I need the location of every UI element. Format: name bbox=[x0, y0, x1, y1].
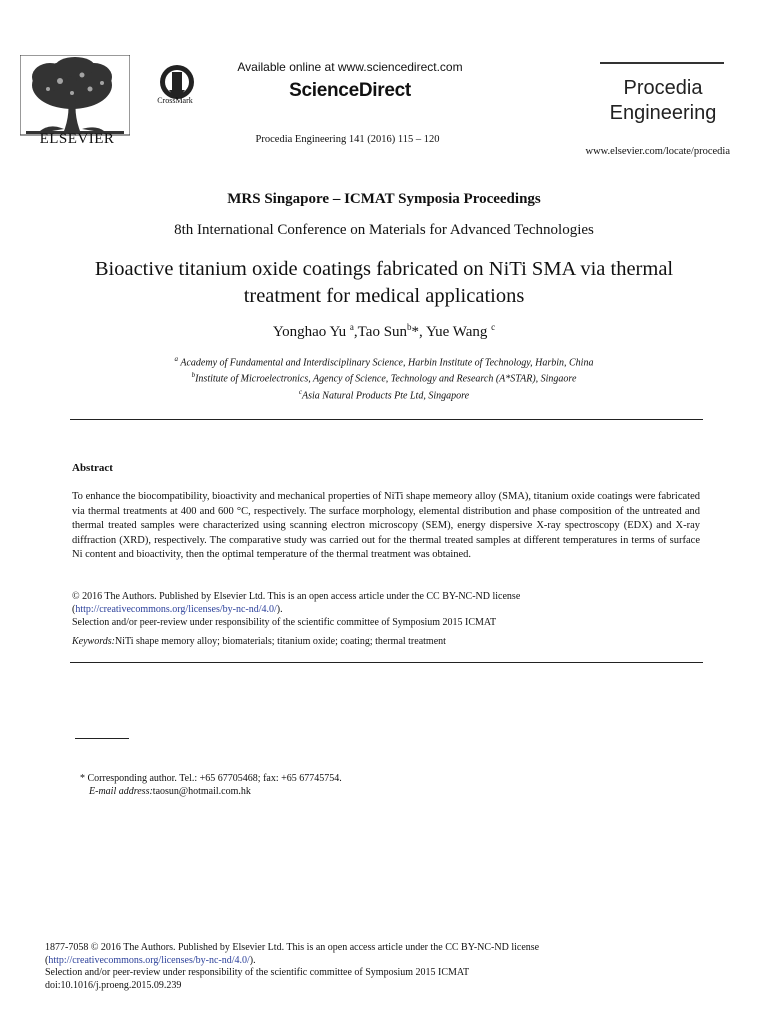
journal-rule bbox=[600, 62, 724, 64]
divider-bottom bbox=[70, 662, 703, 663]
publisher-name: ELSEVIER bbox=[39, 131, 115, 147]
journal-name-line1: Procedia bbox=[623, 77, 703, 99]
affiliations bbox=[0, 353, 768, 402]
conference-name: 8th International Conference on Materials for Advanced Technologies bbox=[174, 222, 594, 238]
keywords-label: Keywords: bbox=[72, 636, 115, 647]
keywords bbox=[72, 636, 700, 647]
email-line bbox=[80, 785, 680, 798]
email-address[interactable]: taosun@hotmail.com.hk bbox=[152, 786, 251, 797]
affiliation bbox=[0, 353, 768, 369]
author-sup: b bbox=[407, 322, 412, 332]
author-name: Yue Wang bbox=[426, 324, 488, 340]
affiliation bbox=[0, 386, 768, 402]
crossmark-label: CrossMark bbox=[157, 96, 193, 105]
peer-review-text: Selection and/or peer-review under responsibility of the scientific committee of Symposium 2015 ICMAT bbox=[72, 617, 497, 628]
doi[interactable]: doi:10.1016/j.proeng.2015.09.239 bbox=[45, 979, 182, 991]
author-list bbox=[0, 322, 768, 341]
journal-name bbox=[598, 76, 728, 126]
author-name: Yonghao Yu bbox=[272, 324, 347, 340]
license-text: © 2016 The Authors. Published by Elsevier Ltd. This is an open access article under the CC BY-NC-ND license bbox=[72, 591, 521, 602]
affiliation-text: Institute of Microelectronics, Agency of Science, Technology and Research (A*STAR), Singaore bbox=[195, 373, 577, 385]
affiliation-sup: c bbox=[298, 387, 303, 396]
license-url-line bbox=[72, 603, 700, 616]
keywords-text: NiTi shape memory alloy; biomaterials; titanium oxide; coating; thermal treatment bbox=[114, 636, 446, 647]
affiliation-text: Asia Natural Products Pte Ltd, Singapore bbox=[302, 389, 470, 401]
corresponding-author bbox=[80, 772, 680, 798]
abstract-body: To enhance the biocompatibility, bioactivity and mechanical properties of NiTi shape memeory alloy (SMA), titanium oxide coatings were fabricated via thermal treatments at 400 and 600 °C, respectively. The surface morphology, elemental distribution and phase composition of the untreated and thermal treated samples were characterized using scanning electron microscopy (SEM), energy dispersive X-ray spectroscopy (EDX) and X-ray diffraction (XRD), respectively. The comparative study was carried out for the thermal treated samples at different temperatures in terms of surface Ni content and bioactivity, then the optimal temperature of the thermal treatment was obtained. bbox=[72, 491, 700, 560]
license-paren-close: ). bbox=[276, 604, 283, 615]
license-block bbox=[72, 590, 700, 629]
bottom-url-line bbox=[45, 955, 725, 968]
license-paren-open: ( bbox=[72, 604, 76, 615]
journal-citation: Procedia Engineering 141 (2016) 115 – 120 bbox=[255, 134, 440, 145]
author-sup: c bbox=[491, 322, 496, 332]
issn-license-text: 1877-7058 © 2016 The Authors. Published by Elsevier Ltd. This is an open access article under the CC BY-NC-ND license bbox=[45, 942, 540, 953]
bottom-paren-close: ). bbox=[249, 954, 256, 966]
author-name: Tao Sun bbox=[357, 324, 408, 340]
bottom-copyright bbox=[45, 942, 725, 992]
sciencedirect-logo[interactable]: ScienceDirect bbox=[289, 80, 411, 101]
affiliation-sup: b bbox=[191, 371, 196, 380]
affiliation bbox=[0, 369, 768, 385]
corresponding-contact: * Corresponding author. Tel.: +65 67705468; fax: +65 67745754. bbox=[80, 773, 342, 784]
affiliation-sup: a bbox=[174, 355, 179, 363]
author-sep: , bbox=[353, 324, 358, 340]
available-online-text: Available online at www.sciencedirect.com bbox=[237, 60, 463, 74]
affiliation-text: Academy of Fundamental and Interdisciplinary Science, Harbin Institute of Technology, Harbin, China bbox=[180, 357, 594, 369]
bottom-peer-review: Selection and/or peer-review under responsibility of the scientific committee of Symposium 2015 ICMAT bbox=[45, 967, 470, 978]
bottom-license-link[interactable]: http://creativecommons.org/licenses/by-nc-nd/4.0/ bbox=[48, 954, 250, 966]
divider-top bbox=[70, 419, 703, 420]
email-label: E-mail address: bbox=[89, 786, 153, 797]
journal-url[interactable]: www.elsevier.com/locate/procedia bbox=[585, 146, 730, 157]
paper-title: Bioactive titanium oxide coatings fabricated on NiTi SMA via thermal treatment for medical applications bbox=[94, 258, 674, 307]
author-sup: a bbox=[349, 322, 354, 332]
proceedings-title: MRS Singapore – ICMAT Symposia Proceedings bbox=[227, 191, 541, 207]
bottom-paren-open: ( bbox=[45, 954, 49, 966]
footnote-rule bbox=[75, 738, 129, 739]
author-sep: *, bbox=[411, 324, 426, 340]
journal-name-line2: Engineering bbox=[609, 102, 717, 124]
abstract-heading: Abstract bbox=[72, 462, 113, 474]
license-link[interactable]: http://creativecommons.org/licenses/by-nc-nd/4.0/ bbox=[75, 604, 277, 615]
